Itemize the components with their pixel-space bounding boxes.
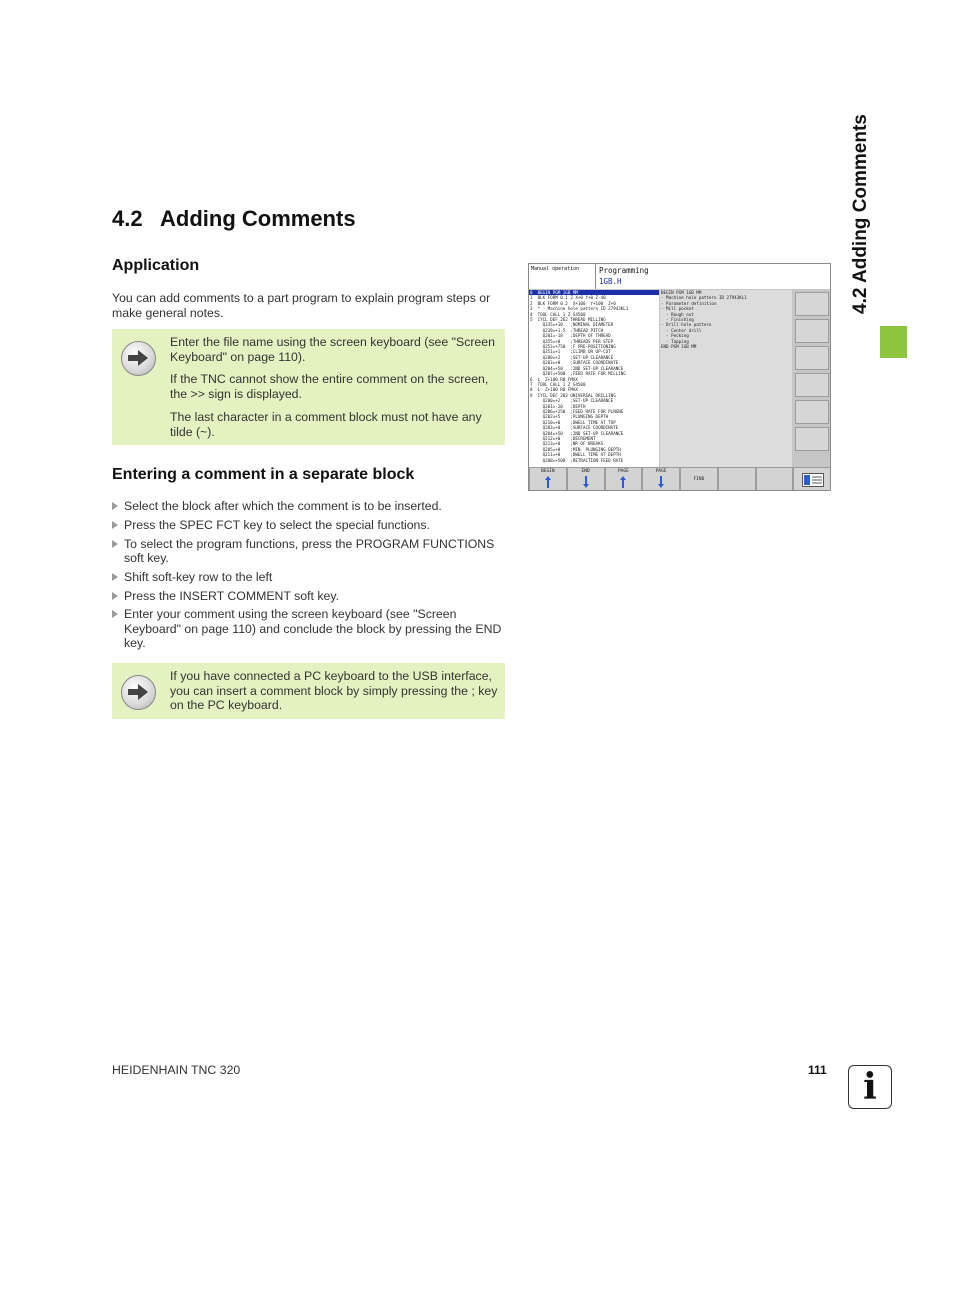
program-line[interactable]: 4 TOOL CALL 1 Z S4500 bbox=[530, 311, 586, 317]
program-line[interactable]: Q206=+250 ;FEED RATE FOR PLNGNG bbox=[530, 408, 624, 414]
list-item bbox=[112, 607, 512, 651]
program-line[interactable]: 5 CYCL DEF 262 THREAD MILLING bbox=[530, 317, 606, 323]
step-text: Shift soft-key row to the left bbox=[124, 569, 273, 584]
program-line[interactable]: Q202=+5 ;PLUNGING DEPTH bbox=[530, 414, 609, 420]
step-text: Press the SPEC FCT key to select the special functions. bbox=[124, 517, 430, 532]
steps-list bbox=[112, 499, 512, 655]
note-box-2 bbox=[112, 663, 505, 719]
arrow-down-icon bbox=[658, 476, 664, 488]
program-line[interactable]: Q203=+0 ;SURFACE COORDINATE bbox=[530, 360, 619, 366]
softkey-vertical[interactable] bbox=[795, 319, 829, 343]
structure-line[interactable]: - Center drill bbox=[661, 327, 702, 333]
mode-label: Manual operation bbox=[529, 264, 595, 289]
program-line[interactable]: 3 * - Machine hole pattern ID 27943KL1 bbox=[530, 306, 629, 312]
structure-line[interactable]: - Finishing bbox=[661, 317, 694, 323]
list-item bbox=[112, 518, 512, 533]
softkey-vertical[interactable] bbox=[795, 400, 829, 424]
softkey-empty[interactable] bbox=[718, 467, 756, 491]
program-line[interactable]: 6 L Z+100 R0 FMAX bbox=[530, 376, 578, 382]
softkey-vertical[interactable] bbox=[795, 373, 829, 397]
structure-line[interactable]: - Machine hole pattern ID 27943KL1 bbox=[661, 295, 747, 301]
arrow-right-icon bbox=[121, 675, 156, 710]
program-line[interactable]: Q200=+2 ;SET-UP CLEARANCE bbox=[530, 354, 614, 360]
note-box-1 bbox=[112, 329, 505, 445]
program-line[interactable]: 0 BEGIN PGM 1GB MM bbox=[529, 290, 659, 295]
list-item bbox=[112, 570, 512, 585]
structure-line[interactable]: - Tapping bbox=[661, 338, 689, 344]
softkey-vertical[interactable] bbox=[795, 292, 829, 316]
side-tab-label: 4.2 Adding Comments bbox=[850, 114, 871, 314]
program-line[interactable]: Q213=+0 ;NR OF BREAKS bbox=[530, 441, 604, 447]
program-line[interactable]: Q253=+750 ;F PRE-POSITIONING bbox=[530, 344, 616, 350]
program-line[interactable]: Q200=+2 ;SET-UP CLEARANCE bbox=[530, 398, 614, 404]
structure-view bbox=[660, 290, 792, 467]
structure-line[interactable]: - Parameter definition bbox=[661, 300, 717, 306]
program-line[interactable]: Q211=+0 ;DWELL TIME AT DEPTH bbox=[530, 452, 621, 458]
section-title bbox=[112, 206, 356, 232]
softkey-begin[interactable] bbox=[529, 467, 567, 491]
note1-paragraph-2: If the TNC cannot show the entire comment on the screen, the >> sign is displayed. bbox=[170, 372, 489, 401]
structure-line[interactable]: - Rough out bbox=[661, 311, 694, 317]
softkey-label: FIND bbox=[693, 477, 705, 482]
bullet-triangle-icon bbox=[112, 502, 118, 510]
program-line[interactable]: Q351=+1 ;CLIMB OR UP-CUT bbox=[530, 349, 611, 355]
bullet-triangle-icon bbox=[112, 610, 118, 618]
section-number: 4.2 bbox=[112, 206, 143, 231]
softkey-empty[interactable] bbox=[756, 467, 794, 491]
softkey-page-down[interactable] bbox=[642, 467, 680, 491]
screen-file: 1GB.H bbox=[599, 277, 622, 286]
step-text: Press the INSERT COMMENT soft key. bbox=[124, 588, 340, 603]
program-line[interactable]: 8 L Z+100 R0 FMAX bbox=[530, 387, 578, 393]
separate-block-heading: Entering a comment in a separate block bbox=[112, 466, 415, 483]
arrow-up-icon bbox=[620, 476, 626, 488]
program-line[interactable]: Q201=-20 ;DEPTH bbox=[530, 403, 586, 409]
arrow-down-icon bbox=[583, 476, 589, 488]
program-line[interactable]: Q204=+50 ;2ND SET-UP CLEARANCE bbox=[530, 430, 624, 436]
program-line[interactable]: 1 BLK FORM 0.1 Z X+0 Y+0 Z-40 bbox=[530, 295, 606, 301]
screen-title: Programming bbox=[599, 266, 649, 275]
softkey-label: PAGE bbox=[655, 469, 667, 474]
program-line[interactable]: Q335=+10 ;NOMINAL DIAMETER bbox=[530, 322, 614, 328]
list-view-icon bbox=[802, 473, 824, 487]
softkey-vertical[interactable] bbox=[795, 346, 829, 370]
application-intro: You can add comments to a part program to explain program steps or make general notes. bbox=[112, 291, 491, 320]
program-line[interactable]: Q208=+500 ;RETRACTION FEED RATE bbox=[530, 457, 624, 463]
vertical-softkeys bbox=[793, 290, 831, 467]
softkey-end[interactable] bbox=[567, 467, 605, 491]
program-line[interactable]: Q239=+1.5 ;THREAD PITCH bbox=[530, 327, 604, 333]
bullet-triangle-icon bbox=[112, 592, 118, 600]
step-text: Select the block after which the comment is to be inserted. bbox=[124, 499, 442, 513]
program-line[interactable]: Q207=+500 ;FEED RATE FOR MILLING bbox=[530, 371, 626, 377]
info-icon: i bbox=[848, 1065, 892, 1109]
step-text: Enter your comment using the screen keyboard (see "Screen Keyboard" on page 110) and conclude the block by pressing the END key. bbox=[124, 607, 502, 651]
program-listing bbox=[529, 290, 659, 467]
program-line[interactable]: 7 TOOL CALL 1 Z S4500 bbox=[530, 381, 586, 387]
note1-paragraph-1: Enter the file name using the screen keyboard (see "Screen Keyboard" on page 110). bbox=[170, 335, 495, 364]
softkey-label: END bbox=[581, 469, 590, 474]
softkey-bar bbox=[529, 467, 831, 491]
program-line[interactable]: Q210=+0 ;DWELL TIME AT TOP bbox=[530, 419, 616, 425]
program-line[interactable]: Q205=+0 ;MIN. PLUNGING DEPTH bbox=[530, 446, 621, 452]
step-text: To select the program functions, press the PROGRAM FUNCTIONS soft key. bbox=[124, 536, 495, 566]
note1-paragraph-3: The last character in a comment block must not have any tilde (~). bbox=[170, 410, 482, 439]
arrow-up-icon bbox=[545, 476, 551, 488]
note2-text: If you have connected a PC keyboard to the USB interface, you can insert a comment block by simply pressing the ; key on the PC keyboard. bbox=[170, 669, 498, 712]
program-line[interactable]: Q204=+50 ;2ND SET-UP CLEARANCE bbox=[530, 365, 624, 371]
program-line[interactable]: Q203=+0 ;SURFACE COORDINATE bbox=[530, 425, 619, 431]
softkey-list-view[interactable] bbox=[793, 467, 831, 491]
list-item bbox=[112, 537, 512, 566]
bullet-triangle-icon bbox=[112, 540, 118, 548]
list-item bbox=[112, 499, 512, 514]
program-line[interactable]: Q212=+0 ;DECREMENT bbox=[530, 435, 596, 441]
page-number: 111 bbox=[808, 1063, 827, 1077]
softkey-vertical[interactable] bbox=[795, 427, 829, 451]
side-tab-marker bbox=[880, 326, 907, 358]
program-line[interactable]: 2 BLK FORM 0.2 X+100 Y+100 Z+0 bbox=[530, 300, 616, 306]
program-line[interactable]: 9 CYCL DEF 203 UNIVERSAL DRILLING bbox=[530, 392, 616, 398]
structure-line[interactable]: - Mill pocket bbox=[661, 306, 694, 312]
softkey-label: BEGIN bbox=[541, 469, 555, 474]
program-line[interactable]: Q201=-18 ;DEPTH OF THREAD bbox=[530, 333, 611, 339]
structure-line[interactable]: - Drill hole pattern bbox=[661, 322, 712, 328]
structure-line[interactable]: END PGM 1GB MM bbox=[661, 344, 697, 350]
softkey-page-up[interactable] bbox=[605, 467, 643, 491]
softkey-label: PAGE bbox=[617, 469, 629, 474]
section-title-text: Adding Comments bbox=[160, 206, 356, 231]
bullet-triangle-icon bbox=[112, 521, 118, 529]
screen-header bbox=[595, 264, 831, 289]
structure-line[interactable]: - Pecking bbox=[661, 333, 689, 339]
bullet-triangle-icon bbox=[112, 573, 118, 581]
softkey-find[interactable] bbox=[680, 467, 718, 491]
footer-product: HEIDENHAIN TNC 320 bbox=[112, 1063, 241, 1077]
application-heading: Application bbox=[112, 257, 200, 274]
program-line[interactable]: Q355=+0 ;THREADS PER STEP bbox=[530, 338, 614, 344]
structure-line[interactable]: BEGIN PGM 1GB MM bbox=[661, 290, 702, 295]
tnc-screenshot bbox=[528, 263, 831, 491]
list-item bbox=[112, 589, 512, 604]
arrow-right-icon bbox=[121, 341, 156, 376]
